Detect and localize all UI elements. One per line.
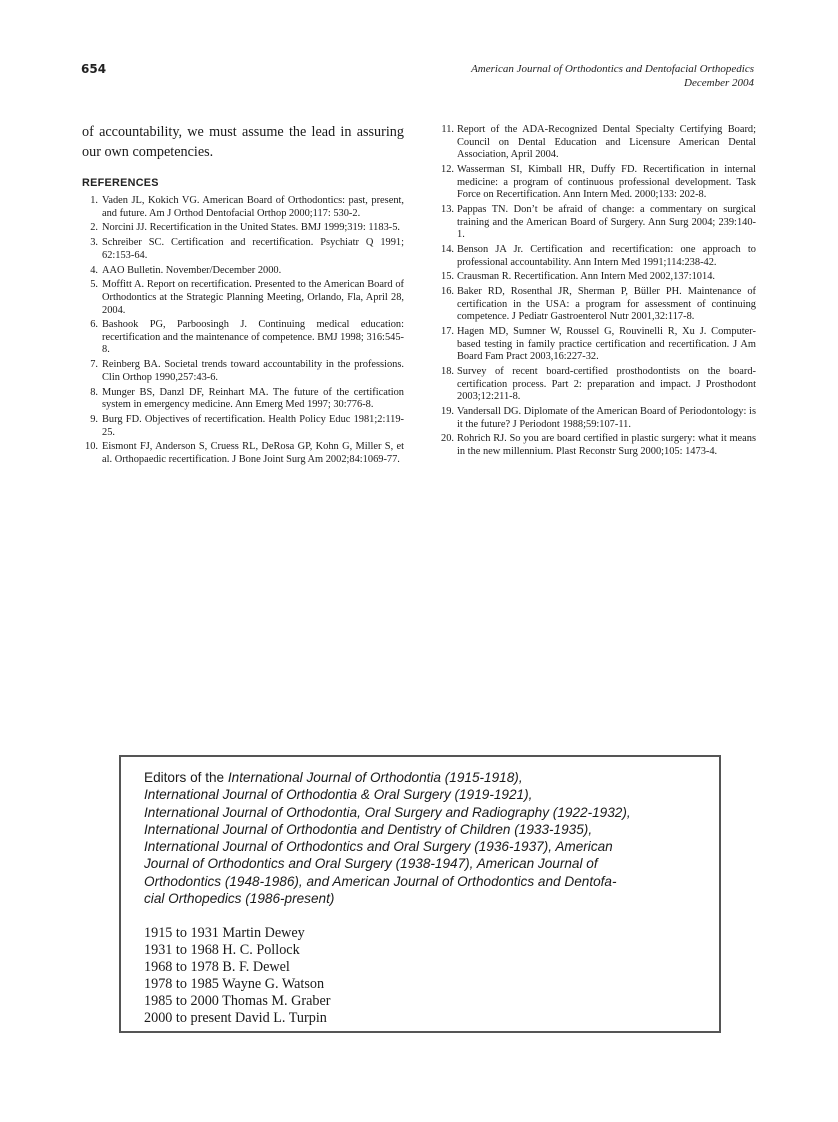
journal-name-line: International Journal of Orthodontia & Oral Surgery (1919-1921), (144, 787, 533, 803)
reference-item: 15. Crausman R. Recertification. Ann Intern Med 2002,137:1014. (441, 271, 715, 283)
reference-item: 17. Hagen MD, Sumner W, Roussel G, Rouvinelli R, Xu J. Computer-based testing in family practice certification and recertification. J Am Board Fam Pract 2003,16:227-32. (441, 326, 756, 363)
journal-name-line: International Journal of Orthodontia, Oral Surgery and Radiography (1922-1932), (144, 804, 631, 820)
reference-item: 10. Eismont FJ, Anderson S, Cruess RL, DeRosa GP, Kohn G, Miller S, et al. Orthopaedic recertification. J Bone Joint Surg Am 2002;84:1069-77. (85, 441, 404, 465)
right-column (438, 124, 756, 461)
reference-item: 9. Burg FD. Objectives of recertification. Health Policy Educ 1981;2:119-25. (90, 414, 404, 438)
reference-list-right (438, 124, 756, 459)
journal-title: American Journal of Orthodontics and Dentofacial Orthopedics (471, 63, 754, 75)
journal-name-line: International Journal of Orthodontia (1915-1918), (227, 770, 523, 785)
journal-name-line: Orthodontics (1948-1986), and American Journal of Orthodontics and Dentofa- (144, 873, 617, 889)
reference-item: 4. AAO Bulletin. November/December 2000. (90, 264, 282, 276)
reference-item: 1. Vaden JL, Kokich VG. American Board of Orthodontics: past, present, and future. Am J Orthod Dentofacial Orthop 2000;117: 530-2. (90, 195, 404, 219)
reference-item: 3. Schreiber SC. Certification and recertification. Psychiatr Q 1991; 62:153-64. (90, 237, 404, 261)
reference-list-left (82, 195, 404, 467)
reference-item: 14. Benson JA Jr. Certification and recertification: one approach to professional accountability. Ann Intern Med 1991;114:238-42. (441, 243, 756, 268)
running-head (471, 63, 754, 90)
reference-item: 13. Pappas TN. Don’t be afraid of change: a commentary on surgical training and the American Board of Surgery. Ann Surg 2004; 239:140-1. (441, 203, 756, 241)
journal-name-line: Journal of Orthodontics and Oral Surgery (1938-1947), American Journal of (144, 856, 598, 872)
reference-item: 11. Report of the ADA-Recognized Dental Specialty Certifying Board; Council on Dental Education and Licensure American Dental Association, April 2004. (441, 124, 756, 161)
editors-box-title (144, 769, 709, 907)
editors-history-box (119, 755, 721, 1033)
journal-name-line: International Journal of Orthodontics and Oral Surgery (1936-1937), American (144, 839, 613, 855)
editors-title-prefix: Editors of the (144, 770, 228, 785)
editor-entry: 1978 to 1985 Wayne G. Watson (144, 976, 325, 993)
reference-item: 5. Moffitt A. Report on recertification. Presented to the American Board of Orthodontics at the Strategic Planning Meeting, Orlando, Fla, April 28, 2004. (90, 279, 404, 316)
reference-item: 7. Reinberg BA. Societal trends toward accountability in the professions. Clin Orthop 1990,257:43-6. (90, 359, 404, 383)
editor-entry: 2000 to present David L. Turpin (144, 1010, 327, 1027)
reference-item: 16. Baker RD, Rosenthal JR, Sherman P, Büller PH. Maintenance of certification in the USA: a program for assessment of continuing competence. J Pediatr Gastroenterol Nutr 2001,32:117-8. (441, 286, 756, 323)
issue-date: December 2004 (684, 76, 754, 89)
editor-entry: 1985 to 2000 Thomas M. Graber (144, 993, 331, 1010)
reference-item: 18. Survey of recent board-certified prosthodontists on the board-certification process. Part 2: preparation and impact. J Prosthodont 2003;12:211-8. (441, 366, 756, 403)
journal-name-line: International Journal of Orthodontia and Dentistry of Children (1933-1935), (144, 821, 593, 837)
reference-item: 20. Rohrich RJ. So you are board certified in plastic surgery: what it means in the new millennium. Plast Reconstr Surg 2000;105: 1473-4. (441, 433, 756, 457)
reference-item: 2. Norcini JJ. Recertification in the United States. BMJ 1999;319: 1183-5. (90, 222, 401, 234)
editors-list (144, 925, 331, 1028)
closing-paragraph: of accountability, we must assume the lead in assuring our own competencies. (82, 124, 404, 160)
reference-item: 8. Munger BS, Danzl DF, Reinhart MA. The future of the certification system in emergency medicine. Ann Emerg Med 1997; 30:776-8. (90, 386, 404, 411)
page-number: 654 (81, 62, 107, 76)
journal-name-line: cial Orthopedics (1986-present) (144, 891, 335, 907)
editor-entry: 1968 to 1978 B. F. Dewel (144, 959, 290, 976)
editor-entry: 1931 to 1968 H. C. Pollock (144, 942, 300, 959)
reference-item: 12. Wasserman SI, Kimball HR, Duffy FD. Recertification in internal medicine: a program of continuous professional development. Task Force on Recertification. Ann Intern Med. 2000;133: 202-8. (441, 163, 756, 201)
reference-item: 6. Bashook PG, Parboosingh J. Continuing medical education: recertification and the maintenance of competence. BMJ 1998; 316:545-8. (90, 319, 404, 356)
references-heading: REFERENCES (82, 177, 159, 189)
editor-entry: 1915 to 1931 Martin Dewey (144, 925, 305, 941)
reference-item: 19. Vandersall DG. Diplomate of the American Board of Periodontology: is it the future? J Periodont 1988;59:107-11. (441, 405, 756, 430)
left-column (82, 123, 404, 469)
